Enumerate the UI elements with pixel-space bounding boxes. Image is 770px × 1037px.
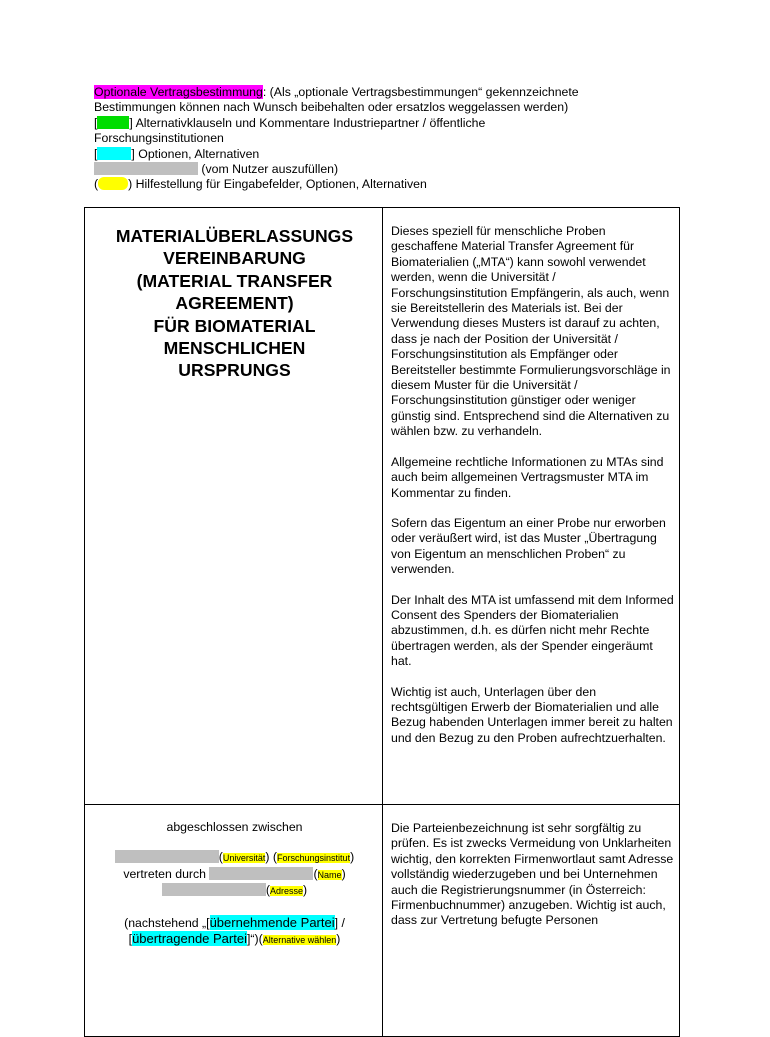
commentary-parties xyxy=(391,821,675,944)
commentary-paragraph: Die Parteienbezeichnung ist sehr sorgfältig zu prüfen. Es ist zwecks Vermeidung von Unklarheiten wichtig, den korrekten Firmenwortlaut samt Adresse vollständig wiederzugeben und bei Unternehmen auch die Registrierungsnummer (in Österreich: Firmenbuchnummer) anzugeben. Wichtig ist auch, dass zur Vertretung befugte Personen xyxy=(391,821,674,928)
commentary-paragraph: Wichtig ist auch, Unterlagen über den rechtsgültigen Erwerb der Biomaterialien und alle Bezug habenden Unterlagen immer bereit zu halten und den Bezug zu den Proben aufrechtzuerhalten. xyxy=(391,684,673,745)
research-institute-hint: Forschungsinstitut xyxy=(277,853,351,864)
legend-optional-cont: Bestimmungen können nach Wunsch beibehalten oder ersatzlos weggelassen werden) xyxy=(94,100,569,115)
title-line: VEREINBARUNG xyxy=(163,248,306,269)
title-line: MATERIALÜBERLASSUNGS xyxy=(115,226,354,246)
hereinafter-line-2: [übertragende Partei]“)(Alternative wählen) xyxy=(128,931,341,947)
party-1-line: (Universität) (Forschungsinstitut) xyxy=(93,850,376,866)
title-line: (MATERIAL TRANSFER xyxy=(136,270,333,291)
legend-green: [ ] Alternativklauseln und Kommentare Industriepartner / öffentliche xyxy=(94,115,486,130)
title-line: AGREEMENT) xyxy=(175,293,294,314)
commentary-paragraph: Allgemeine rechtliche Informationen zu MTAs sind auch beim allgemeinen Vertragsmuster MTA im Kommentar zu finden. xyxy=(391,454,664,500)
legend-gray: (vom Nutzer auszufüllen) xyxy=(94,162,684,177)
address-hint: Adresse xyxy=(269,886,304,897)
commentary-paragraph: Sofern das Eigentum an einer Probe nur erworben oder veräußert wird, ist das Muster „Übertragung von Eigentum an menschlichen Proben“ zu verwenden. xyxy=(391,515,666,577)
concluded-between: abgeschlossen zwischen xyxy=(166,820,303,834)
green-swatch xyxy=(97,116,129,129)
legend-block xyxy=(94,85,684,193)
university-hint: Universität xyxy=(222,853,266,864)
document-title xyxy=(93,225,376,382)
yellow-swatch xyxy=(98,177,128,190)
legend-cyan: [ ] Optionen, Alternativen xyxy=(94,146,260,161)
receiving-party-option: übernehmende Partei xyxy=(209,914,335,930)
row-divider xyxy=(85,804,679,805)
hereinafter-line: (nachstehend „[übernehmende Partei] / xyxy=(124,914,345,930)
choose-alternative-hint: Alternative wählen xyxy=(262,935,337,946)
transferring-party-option: übertragende Partei xyxy=(132,931,247,947)
parties-section xyxy=(93,820,376,948)
optional-clause-label: Optionale Vertragsbestimmung xyxy=(94,85,263,99)
legend-yellow: ( ) Hilfestellung für Eingabefelder, Optionen, Alternativen xyxy=(94,177,427,192)
gray-swatch xyxy=(94,162,198,175)
title-line: FÜR BIOMATERIAL xyxy=(153,315,316,336)
legend-optional: Optionale Vertragsbestimmung: (Als „optionale Vertragsbestimmungen“ gekennzeichnete xyxy=(94,85,579,99)
title-line: MENSCHLICHEN xyxy=(163,338,306,359)
column-divider xyxy=(382,208,383,1036)
commentary-paragraph: Dieses speziell für menschliche Proben geschaffene Material Transfer Agreement für Biomaterialien („MTA“) kann sowohl verwendet werden, wenn die Universität / Forschungsinstitution Empfängerin, als auch, wenn sie Bereitstellerin des Materials ist. Bei der Verwendung dieses Musters ist darauf zu achten, dass je nach der Position der Universität / Forschungsinstitution als Empfänger oder Bereitsteller bestimmte Formulierungsvorschläge in diesem Muster für die Universität / Forschungsinstitution günstiger oder weniger günstig sind. Entsprechend sind die Alternativen zu wählen bzw. zu verhandeln. xyxy=(391,224,671,439)
party-1-blank[interactable] xyxy=(115,850,219,863)
representative-blank[interactable] xyxy=(209,867,313,880)
commentary-paragraph: Der Inhalt des MTA ist umfassend mit dem Informed Consent des Spenders der Biomaterialien abzustimmen, d.h. es dürfen nicht mehr Rechte übertragen werden, als der Spender eingeräumt hat. xyxy=(391,592,674,669)
name-hint: Name xyxy=(317,869,342,880)
title-line: URSPRUNGS xyxy=(178,360,291,381)
legend-green-cont: Forschungsinstitutionen xyxy=(94,131,224,146)
address-blank[interactable] xyxy=(162,883,266,896)
cyan-swatch xyxy=(97,147,131,160)
commentary-intro xyxy=(391,224,675,761)
represented-line: vertreten durch (Name) xyxy=(123,866,346,881)
address-line: (Adresse) xyxy=(93,883,376,899)
contract-table xyxy=(84,207,680,1037)
